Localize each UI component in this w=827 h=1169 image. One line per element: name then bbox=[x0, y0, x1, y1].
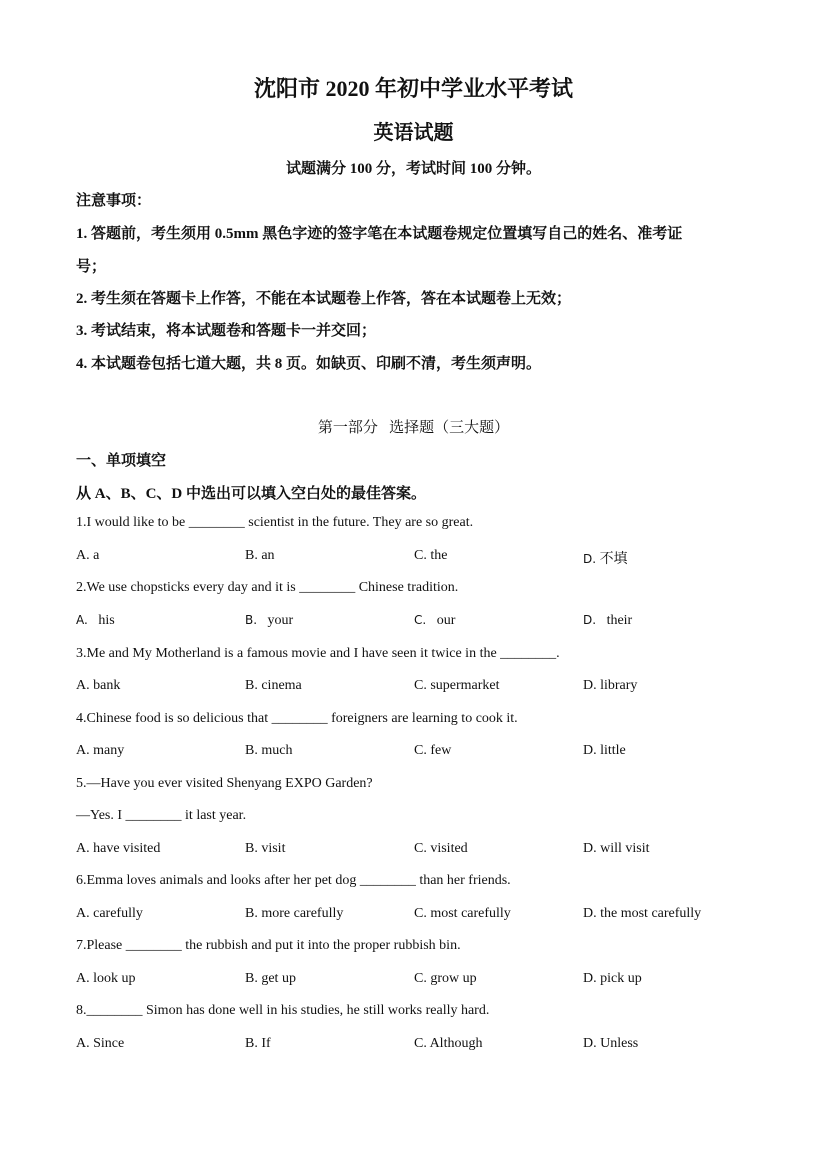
question-8-option-a: A. Since bbox=[76, 1036, 125, 1051]
question-1-option-d bbox=[583, 548, 628, 568]
question-1-option-c: C. the bbox=[414, 548, 448, 563]
question-5-stem: 5.—Have you ever visited Shenyang EXPO Garden? bbox=[76, 776, 373, 791]
part-heading: 第一部分 选择题（三大题） bbox=[317, 420, 510, 436]
question-2-stem: 2.We use chopsticks every day and it is ________ Chinese tradition. bbox=[76, 580, 459, 595]
question-5-option-b: B. visit bbox=[245, 841, 286, 856]
notice-item-3: 3. 考试结束，将本试题卷和答题卡一并交回； bbox=[76, 323, 377, 339]
question-2-option-c bbox=[414, 613, 455, 629]
question-5-option-a: A. have visited bbox=[76, 841, 161, 856]
question-4-stem: 4.Chinese food is so delicious that ________ foreigners are learning to cook it. bbox=[76, 711, 518, 726]
question-2-option-d bbox=[583, 613, 632, 629]
question-6-stem: 6.Emma loves animals and looks after her pet dog ________ than her friends. bbox=[76, 873, 511, 888]
question-7-option-d: D. pick up bbox=[583, 971, 642, 986]
question-3-stem: 3.Me and My Motherland is a famous movie and I have seen it twice in the ________. bbox=[76, 646, 560, 661]
question-3-option-c: C. supermarket bbox=[414, 678, 500, 693]
option-text: his bbox=[98, 613, 115, 628]
question-7-stem: 7.Please ________ the rubbish and put it into the proper rubbish bin. bbox=[76, 938, 461, 953]
notice-item-2: 2. 考生须在答题卡上作答，不能在本试题卷上作答，答在本试题卷上无效； bbox=[76, 291, 572, 307]
exam-title: 沈阳市 2020 年初中学业水平考试 bbox=[253, 76, 573, 101]
notice-item-1: 1. 答题前，考生须用 0.5mm 黑色字迹的签字笔在本试题卷规定位置填写自己的姓名、准考证 bbox=[76, 226, 683, 242]
question-6-option-b: B. more carefully bbox=[245, 906, 344, 921]
option-label: D. bbox=[583, 613, 597, 627]
question-4-option-c: C. few bbox=[414, 743, 452, 758]
section-heading: 一、单项填空 bbox=[76, 453, 167, 469]
question-1-option-a: A. a bbox=[76, 548, 100, 563]
question-5-option-c: C. visited bbox=[414, 841, 468, 856]
option-label: C. bbox=[414, 613, 427, 627]
option-label: D. bbox=[583, 552, 597, 566]
question-5-option-d: D. will visit bbox=[583, 841, 650, 856]
exam-subtitle: 英语试题 bbox=[373, 122, 454, 144]
question-3-option-d: D. library bbox=[583, 678, 638, 693]
question-7-option-a: A. look up bbox=[76, 971, 136, 986]
question-4-option-d: D. little bbox=[583, 743, 626, 758]
question-6-option-d: D. the most carefully bbox=[583, 906, 702, 921]
notice-item-4: 4. 本试题卷包括七道大题，共 8 页。如缺页、印刷不清，考生须声明。 bbox=[76, 356, 542, 372]
option-text: our bbox=[436, 613, 456, 628]
question-2-option-b bbox=[245, 613, 293, 629]
question-8-option-d: D. Unless bbox=[583, 1036, 639, 1051]
question-4-option-a: A. many bbox=[76, 743, 125, 758]
question-5-stem-reply: —Yes. I ________ it last year. bbox=[76, 808, 247, 823]
question-6-option-a: A. carefully bbox=[76, 906, 143, 921]
question-4-option-b: B. much bbox=[245, 743, 293, 758]
exam-info: 试题满分 100 分，考试时间 100 分钟。 bbox=[285, 161, 541, 177]
option-text: 不填 bbox=[599, 552, 628, 567]
question-8-option-b: B. If bbox=[245, 1036, 271, 1051]
question-2-option-a bbox=[76, 613, 115, 629]
question-7-option-b: B. get up bbox=[245, 971, 296, 986]
question-3-option-a: A. bank bbox=[76, 678, 121, 693]
section-instruction: 从 A、B、C、D 中选出可以填入空白处的最佳答案。 bbox=[76, 486, 427, 502]
question-8-option-c: C. Although bbox=[414, 1036, 483, 1051]
notice-item-1-cont: 号； bbox=[76, 259, 107, 275]
option-text: their bbox=[606, 613, 633, 628]
question-8-stem: 8.________ Simon has done well in his studies, he still works really hard. bbox=[76, 1003, 490, 1018]
question-1-option-b: B. an bbox=[245, 548, 275, 563]
question-7-option-c: C. grow up bbox=[414, 971, 477, 986]
option-label: B. bbox=[245, 613, 258, 627]
notice-heading: 注意事项： bbox=[76, 193, 152, 209]
question-3-option-b: B. cinema bbox=[245, 678, 302, 693]
question-1-stem: 1.I would like to be ________ scientist in the future. They are so great. bbox=[76, 515, 474, 530]
option-label: A. bbox=[76, 613, 88, 627]
option-text: your bbox=[267, 613, 294, 628]
question-6-option-c: C. most carefully bbox=[414, 906, 511, 921]
